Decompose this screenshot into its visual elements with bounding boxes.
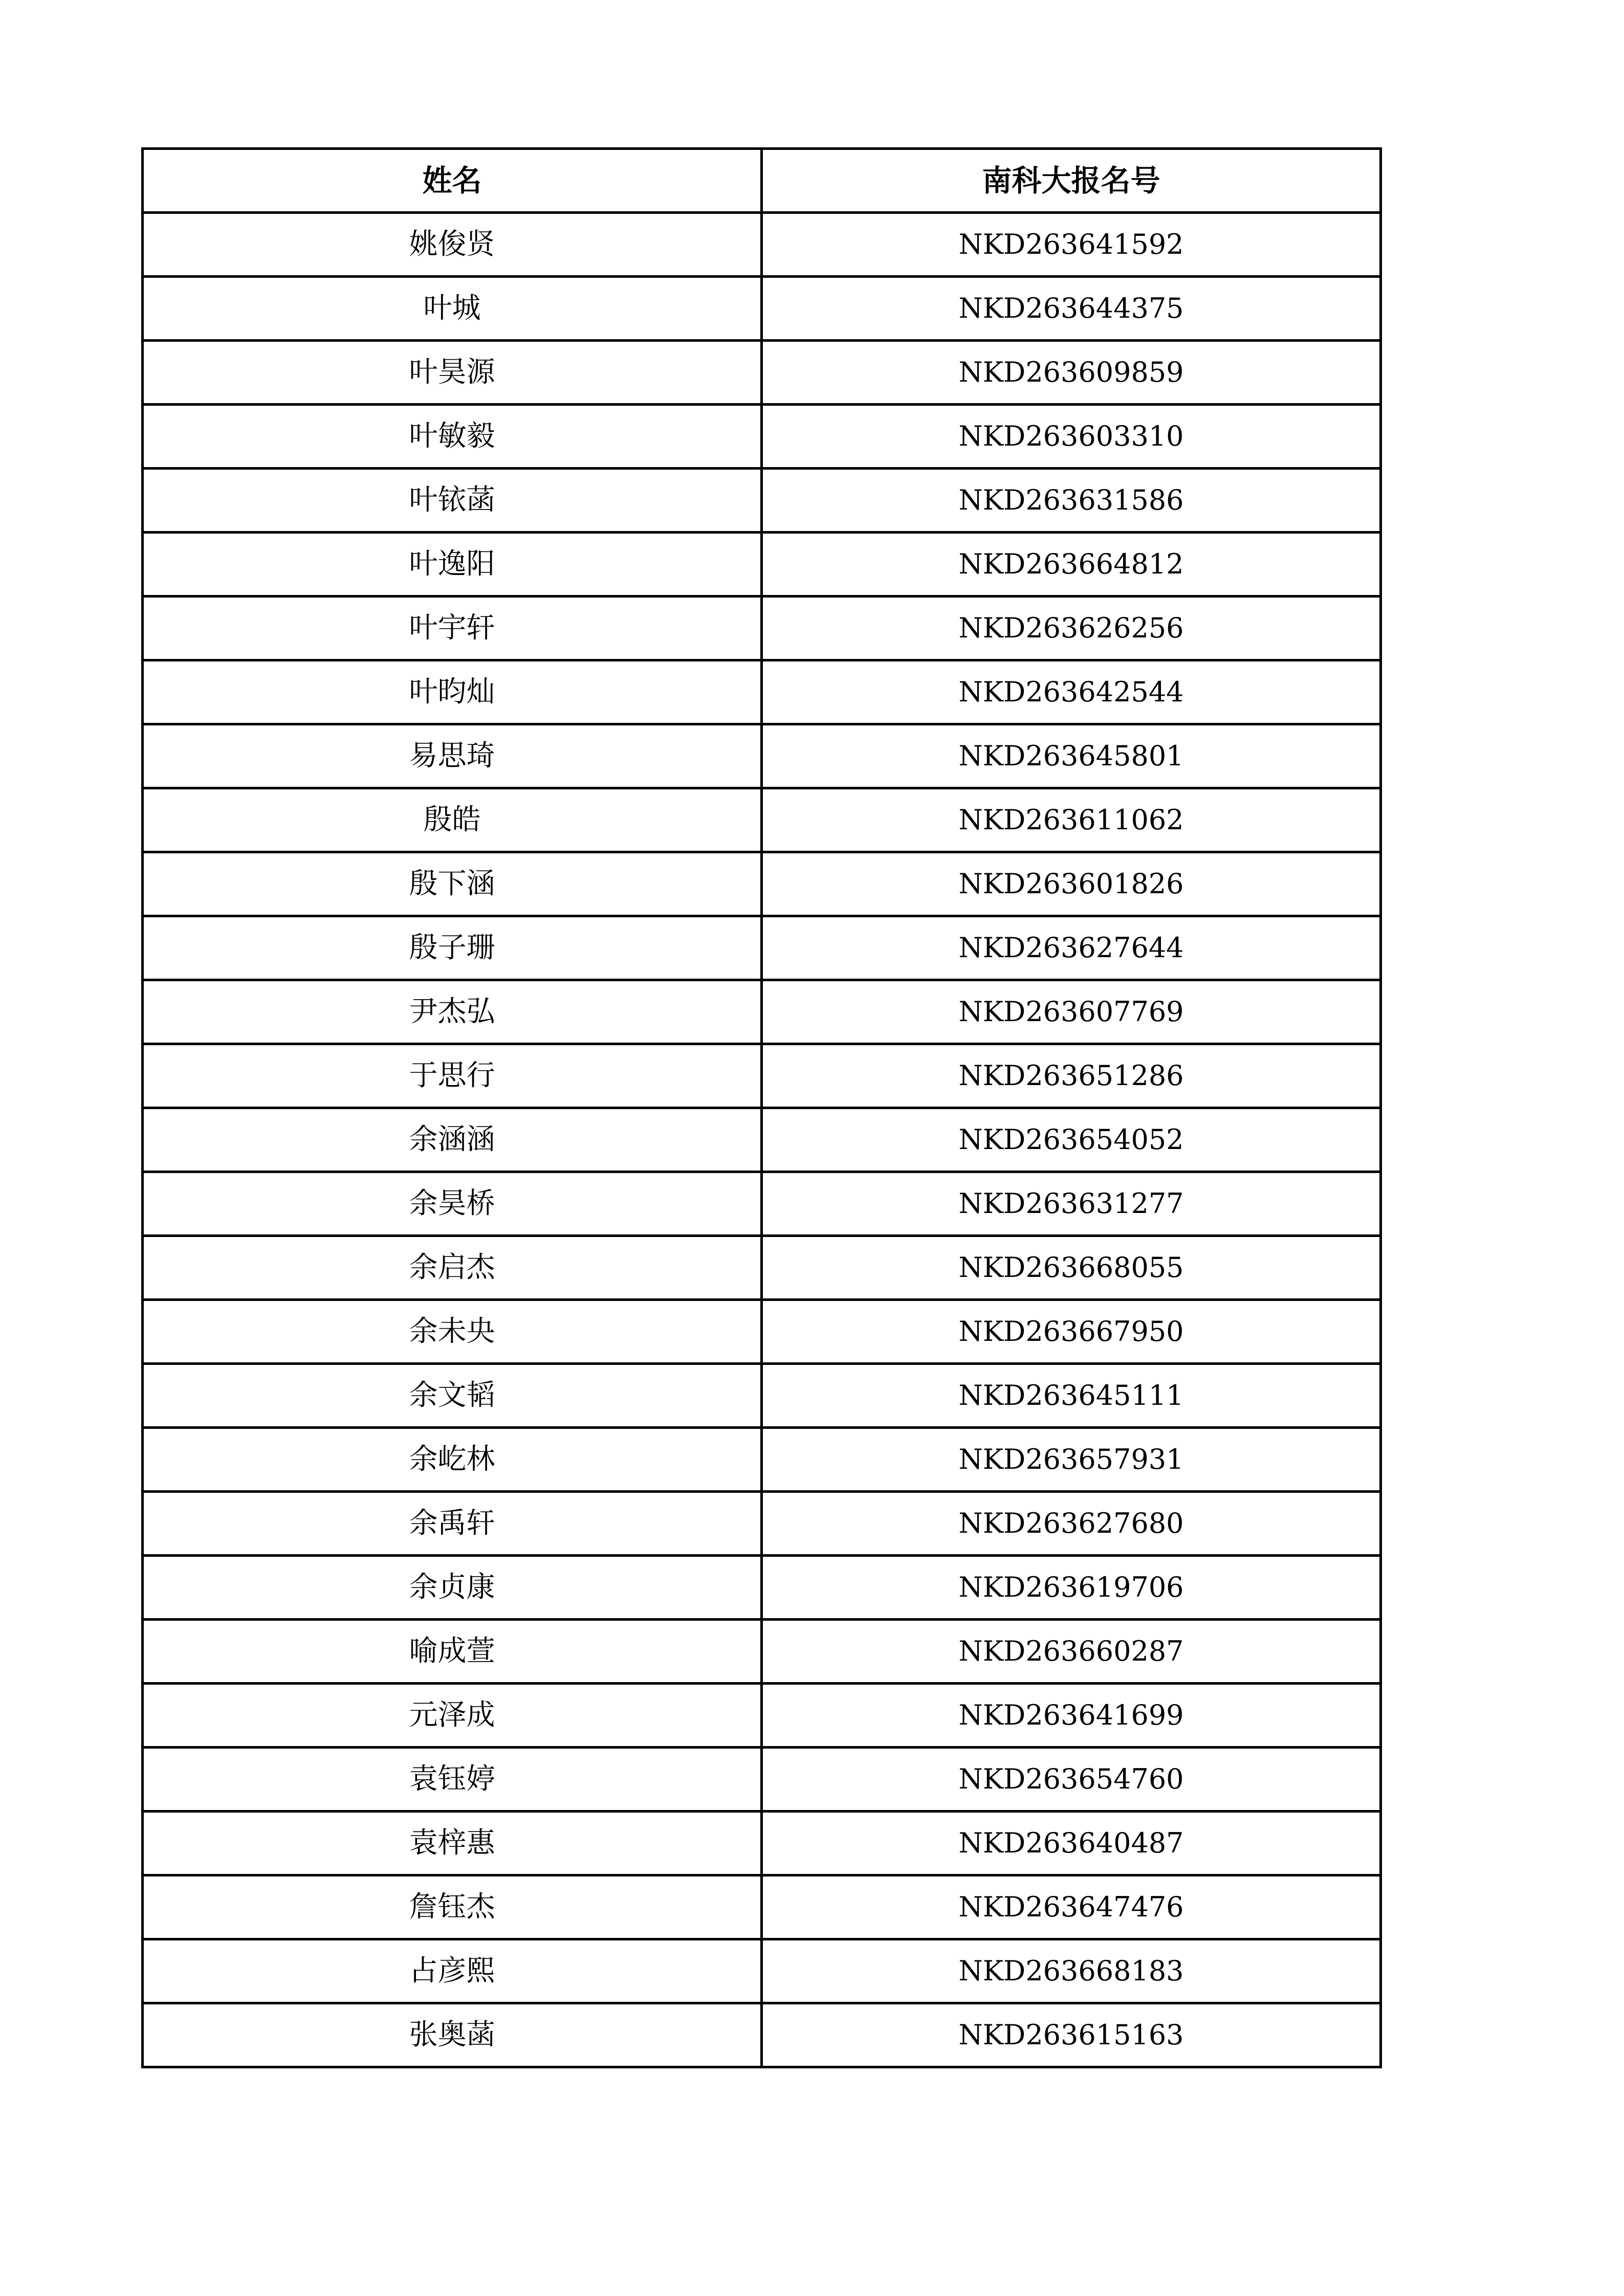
table-row — [143, 533, 1381, 597]
registration-number-cell: NKD263668055 — [762, 1236, 1381, 1300]
registration-number-cell: NKD263640487 — [762, 1812, 1381, 1875]
student-name-cell: 叶昊源 — [143, 341, 762, 405]
student-name-cell: 余贞康 — [143, 1556, 762, 1620]
student-name-cell: 殷下涵 — [143, 852, 762, 916]
registration-number-cell: NKD263641592 — [762, 213, 1381, 277]
registration-table — [141, 147, 1382, 2068]
table-row — [143, 469, 1381, 533]
student-name-cell: 叶敏毅 — [143, 405, 762, 469]
student-name-cell: 于思行 — [143, 1044, 762, 1108]
student-name-cell: 尹杰弘 — [143, 980, 762, 1044]
student-name-cell: 余启杰 — [143, 1236, 762, 1300]
header-name: 姓名 — [143, 149, 762, 213]
table-row — [143, 980, 1381, 1044]
registration-number-cell: NKD263627644 — [762, 916, 1381, 980]
student-name-cell: 詹钰杰 — [143, 1875, 762, 1939]
registration-number-cell: NKD263651286 — [762, 1044, 1381, 1108]
registration-number-cell: NKD263647476 — [762, 1875, 1381, 1939]
student-name-cell: 余涵涵 — [143, 1108, 762, 1172]
registration-number-cell: NKD263626256 — [762, 597, 1381, 660]
table-row — [143, 1556, 1381, 1620]
table-row — [143, 1364, 1381, 1428]
table-row — [143, 660, 1381, 724]
registration-number-cell: NKD263601826 — [762, 852, 1381, 916]
table-row — [143, 1875, 1381, 1939]
student-name-cell: 叶宇轩 — [143, 597, 762, 660]
registration-number-cell: NKD263645801 — [762, 724, 1381, 788]
registration-number-cell: NKD263641699 — [762, 1684, 1381, 1748]
student-name-cell: 余未央 — [143, 1300, 762, 1364]
registration-number-cell: NKD263642544 — [762, 660, 1381, 724]
table-row — [143, 1620, 1381, 1684]
table-row — [143, 916, 1381, 980]
registration-number-cell: NKD263631277 — [762, 1172, 1381, 1236]
table-row — [143, 1108, 1381, 1172]
table-row — [143, 341, 1381, 405]
registration-number-cell: NKD263611062 — [762, 788, 1381, 852]
student-name-cell: 余昊桥 — [143, 1172, 762, 1236]
student-name-cell: 姚俊贤 — [143, 213, 762, 277]
registration-number-cell: NKD263615163 — [762, 2003, 1381, 2067]
student-name-cell: 叶铱菡 — [143, 469, 762, 533]
student-name-cell: 易思琦 — [143, 724, 762, 788]
registration-number-cell: NKD263627680 — [762, 1492, 1381, 1556]
registration-number-cell: NKD263660287 — [762, 1620, 1381, 1684]
header-row — [143, 149, 1381, 213]
table-row — [143, 1236, 1381, 1300]
registration-number-cell: NKD263631586 — [762, 469, 1381, 533]
table-row — [143, 405, 1381, 469]
student-name-cell: 殷皓 — [143, 788, 762, 852]
student-name-cell: 余禹轩 — [143, 1492, 762, 1556]
student-name-cell: 殷子珊 — [143, 916, 762, 980]
student-name-cell: 叶逸阳 — [143, 533, 762, 597]
registration-number-cell: NKD263619706 — [762, 1556, 1381, 1620]
student-name-cell: 袁梓惠 — [143, 1812, 762, 1875]
table-row — [143, 277, 1381, 341]
registration-number-cell: NKD263645111 — [762, 1364, 1381, 1428]
table-row — [143, 1748, 1381, 1812]
table-row — [143, 2003, 1381, 2067]
student-name-cell: 占彦熙 — [143, 1939, 762, 2003]
registration-number-cell: NKD263657931 — [762, 1428, 1381, 1492]
student-name-cell: 元泽成 — [143, 1684, 762, 1748]
student-name-cell: 余屹林 — [143, 1428, 762, 1492]
table-row — [143, 1939, 1381, 2003]
table-row — [143, 1492, 1381, 1556]
table-row — [143, 213, 1381, 277]
table-row — [143, 1812, 1381, 1875]
student-name-cell: 喻成萱 — [143, 1620, 762, 1684]
registration-number-cell: NKD263667950 — [762, 1300, 1381, 1364]
student-name-cell: 袁钰婷 — [143, 1748, 762, 1812]
student-name-cell: 张奥菡 — [143, 2003, 762, 2067]
registration-number-cell: NKD263603310 — [762, 405, 1381, 469]
table-row — [143, 1172, 1381, 1236]
header-registration-number: 南科大报名号 — [762, 149, 1381, 213]
registration-number-cell: NKD263654052 — [762, 1108, 1381, 1172]
registration-number-cell: NKD263668183 — [762, 1939, 1381, 2003]
table-row — [143, 852, 1381, 916]
table-row — [143, 1684, 1381, 1748]
table-row — [143, 1300, 1381, 1364]
registration-number-cell: NKD263654760 — [762, 1748, 1381, 1812]
table-row — [143, 1044, 1381, 1108]
registration-number-cell: NKD263607769 — [762, 980, 1381, 1044]
registration-number-cell: NKD263609859 — [762, 341, 1381, 405]
student-name-cell: 余文韬 — [143, 1364, 762, 1428]
student-name-cell: 叶城 — [143, 277, 762, 341]
table-row — [143, 1428, 1381, 1492]
registration-number-cell: NKD263644375 — [762, 277, 1381, 341]
table-body — [143, 213, 1381, 2067]
table-row — [143, 788, 1381, 852]
table-row — [143, 597, 1381, 660]
table-row — [143, 724, 1381, 788]
registration-number-cell: NKD263664812 — [762, 533, 1381, 597]
student-name-cell: 叶昀灿 — [143, 660, 762, 724]
